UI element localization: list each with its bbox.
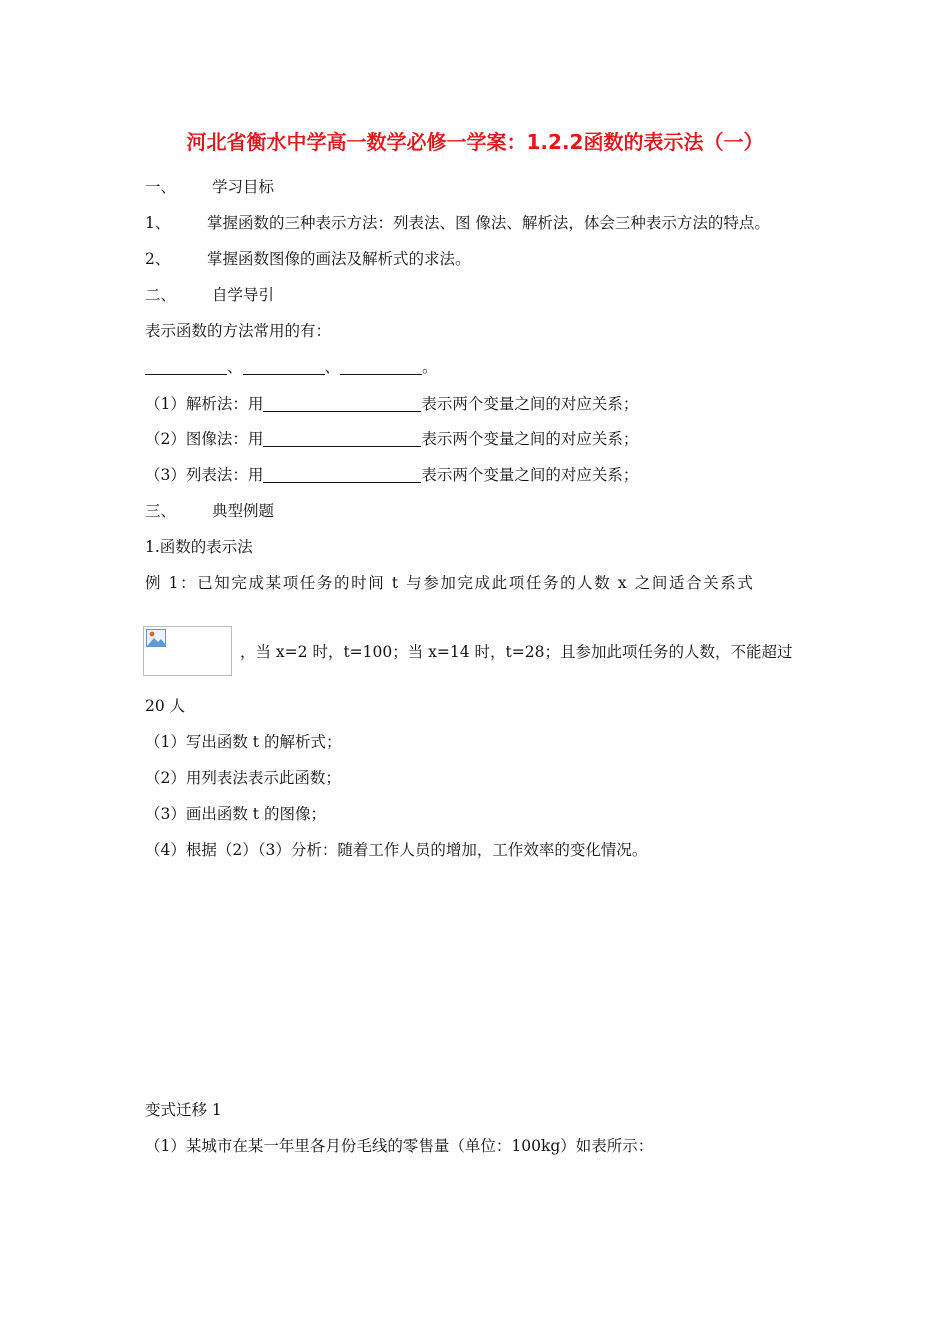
method-prefix: （3）列表法：用	[145, 466, 264, 484]
example-statement-cont: ，当 x=2 时，t=100；当 x=14 时，t=28；且参加此项任务的人数，不能超过	[240, 643, 793, 661]
answer-blank[interactable]	[145, 358, 227, 375]
example-statement-end: 20 人	[145, 697, 186, 715]
section-label: 典型例题	[212, 502, 275, 520]
goal-item	[145, 213, 770, 233]
goal-text: 掌握函数的三种表示方法：列表法、图 像法、解析法，体会三种表示方法的特点。	[207, 214, 770, 232]
method-prefix: （1）解析法：用	[145, 395, 264, 413]
answer-blank[interactable]	[263, 466, 421, 483]
goal-number: 2、	[145, 250, 171, 268]
section-heading-examples	[145, 501, 274, 521]
section-label: 自学导引	[212, 286, 275, 304]
formula-image-placeholder	[143, 626, 232, 676]
method-prefix: （2）图像法：用	[145, 430, 264, 448]
method-item	[145, 394, 638, 414]
section-number: 三、	[145, 502, 177, 520]
broken-image-icon	[146, 629, 166, 647]
goal-number: 1、	[145, 214, 171, 232]
method-suffix: 表示两个变量之间的对应关系；	[421, 466, 639, 484]
goal-text: 掌握函数图像的画法及解析式的求法。	[207, 250, 471, 268]
answer-blank[interactable]	[263, 430, 421, 447]
topic-heading: 1.函数的表示法	[145, 538, 253, 556]
goal-item	[145, 249, 471, 269]
variant-question: （1）某城市在某一年里各月份毛线的零售量（单位：100kg）如表所示：	[145, 1137, 654, 1155]
section-label: 学习目标	[212, 178, 275, 196]
section-heading-guide	[145, 285, 274, 305]
example-statement: 例 1：已知完成某项任务的时间 t 与参加完成此项任务的人数 x 之间适合关系式	[145, 574, 755, 592]
section-number: 一、	[145, 178, 177, 196]
page-title: 河北省衡水中学高一数学必修一学案：1.2.2函数的表示法（一）	[186, 130, 764, 154]
answer-blank[interactable]	[243, 358, 325, 375]
method-suffix: 表示两个变量之间的对应关系；	[421, 430, 639, 448]
question-item: （1）写出函数 t 的解析式；	[145, 733, 342, 751]
method-item	[145, 429, 638, 449]
method-item	[145, 465, 638, 485]
variant-heading: 变式迁移 1	[145, 1101, 222, 1119]
blank-separator: 、	[227, 358, 243, 376]
answer-blank[interactable]	[263, 395, 421, 412]
method-suffix: 表示两个变量之间的对应关系；	[421, 395, 639, 413]
question-item: （3）画出函数 t 的图像；	[145, 805, 326, 823]
blank-end: 。	[422, 358, 438, 376]
answer-blank[interactable]	[340, 358, 422, 375]
blank-row	[145, 357, 438, 377]
section-number: 二、	[145, 286, 177, 304]
question-item: （2）用列表法表示此函数；	[145, 769, 341, 787]
intro-text: 表示函数的方法常用的有：	[145, 322, 332, 340]
blank-separator: 、	[324, 358, 341, 376]
section-heading-goals	[145, 177, 274, 197]
question-item: （4）根据（2）（3）分析：随着工作人员的增加，工作效率的变化情况。	[145, 841, 648, 859]
